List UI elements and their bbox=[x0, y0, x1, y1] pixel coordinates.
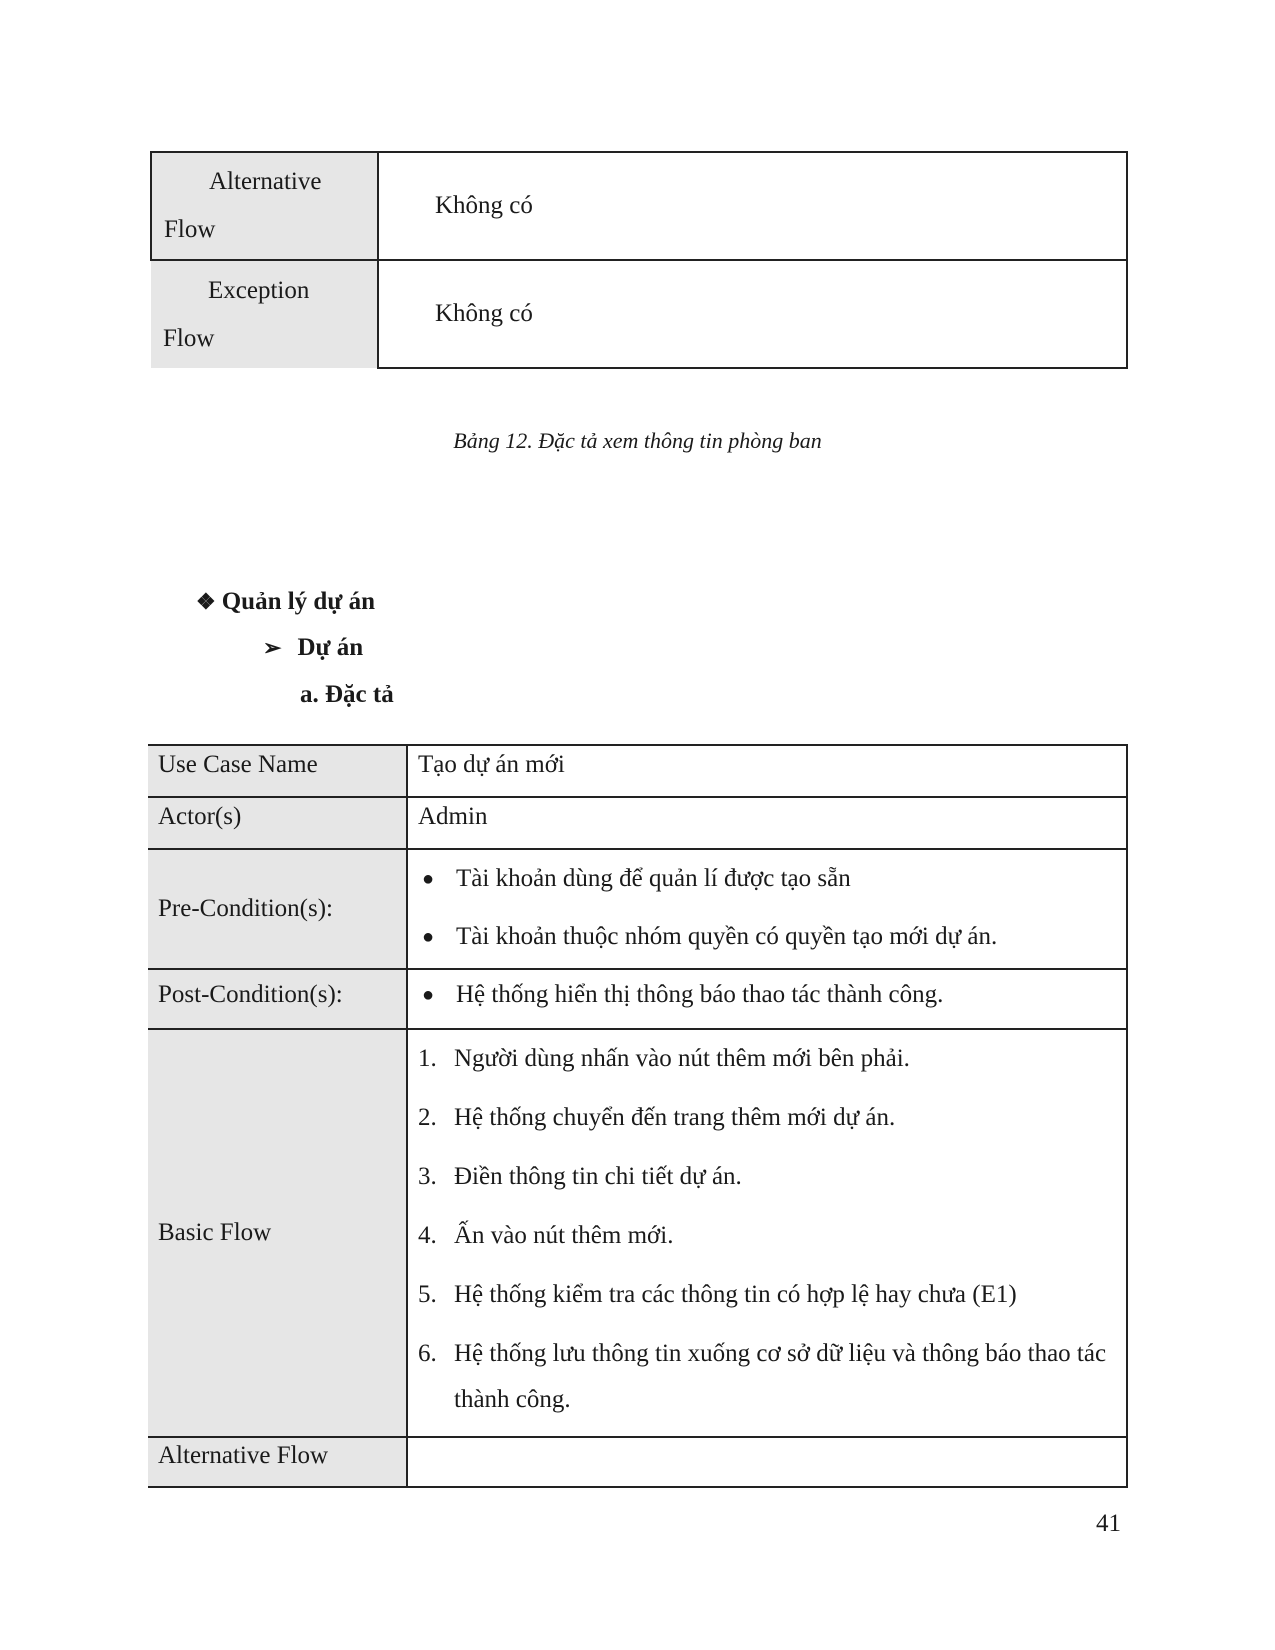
pre-condition-list bbox=[418, 850, 1116, 966]
table-row bbox=[148, 1029, 1127, 1437]
actor-label: Actor(s) bbox=[148, 797, 407, 849]
bullet-icon: ● bbox=[422, 868, 435, 890]
basic-flow-value bbox=[407, 1029, 1127, 1437]
use-case-name-label: Use Case Name bbox=[148, 745, 407, 797]
alternative-flow-value bbox=[407, 1437, 1127, 1487]
table-caption: Bảng 12. Đặc tả xem thông tin phòng ban bbox=[453, 428, 822, 453]
table-row bbox=[148, 969, 1127, 1029]
list-item: 6. Hệ thống lưu thông tin xuống cơ sở dữ liệu và thông báo thao tác thành công. bbox=[418, 1340, 1107, 1413]
post-condition-value bbox=[407, 969, 1127, 1029]
page-number: 41 bbox=[1096, 1510, 1121, 1537]
actor-value: Admin bbox=[407, 797, 1127, 849]
table-row bbox=[151, 152, 1127, 260]
list-item: 3. Điền thông tin chi tiết dự án. bbox=[418, 1163, 742, 1190]
flow-table-continued bbox=[150, 151, 1128, 369]
pre-condition-label: Pre-Condition(s): bbox=[148, 849, 407, 969]
basic-flow-label: Basic Flow bbox=[148, 1029, 407, 1437]
list-item: ● Tài khoản thuộc nhóm quyền có quyền tạo mới dự án. bbox=[418, 908, 1116, 966]
alternative-flow-label: Alternative Flow bbox=[151, 152, 378, 260]
bullet-icon: ● bbox=[422, 926, 435, 948]
list-item: 4. Ấn vào nút thêm mới. bbox=[418, 1222, 674, 1249]
post-condition-label: Post-Condition(s): bbox=[148, 969, 407, 1029]
post-condition-list bbox=[418, 970, 1116, 1020]
list-item: 2. Hệ thống chuyển đến trang thêm mới dự án. bbox=[418, 1104, 896, 1131]
alternative-flow-label: Alternative Flow bbox=[148, 1437, 407, 1487]
exception-flow-label: Exception Flow bbox=[151, 260, 378, 368]
alternative-flow-value: Không có bbox=[378, 152, 1127, 260]
pre-condition-value bbox=[407, 849, 1127, 969]
arrow-bullet-icon: ➢ bbox=[263, 635, 282, 660]
list-item: ● Tài khoản dùng để quản lí được tạo sẵn bbox=[418, 850, 1116, 908]
table-row bbox=[148, 797, 1127, 849]
table-row bbox=[148, 849, 1127, 969]
use-case-name-value: Tạo dự án mới bbox=[407, 745, 1127, 797]
basic-flow-steps bbox=[418, 1030, 1116, 1423]
use-case-table bbox=[148, 744, 1128, 1488]
list-item: 1. Người dùng nhấn vào nút thêm mới bên phải. bbox=[418, 1045, 910, 1072]
table-row bbox=[151, 260, 1127, 368]
diamond-bullet-icon: ❖ bbox=[196, 589, 216, 614]
list-item: 5. Hệ thống kiểm tra các thông tin có hợp lệ hay chưa (E1) bbox=[418, 1281, 1017, 1308]
subsection-heading: ➢ Dự án bbox=[263, 634, 364, 661]
exception-flow-value: Không có bbox=[378, 260, 1127, 368]
table-row bbox=[148, 1437, 1127, 1487]
table-row bbox=[148, 745, 1127, 797]
list-item: ● Hệ thống hiển thị thông báo thao tác thành công. bbox=[418, 970, 1116, 1020]
bullet-icon: ● bbox=[422, 984, 435, 1006]
subsubsection-heading: a. Đặc tả bbox=[300, 681, 394, 708]
section-heading: ❖ Quản lý dự án bbox=[196, 588, 375, 615]
